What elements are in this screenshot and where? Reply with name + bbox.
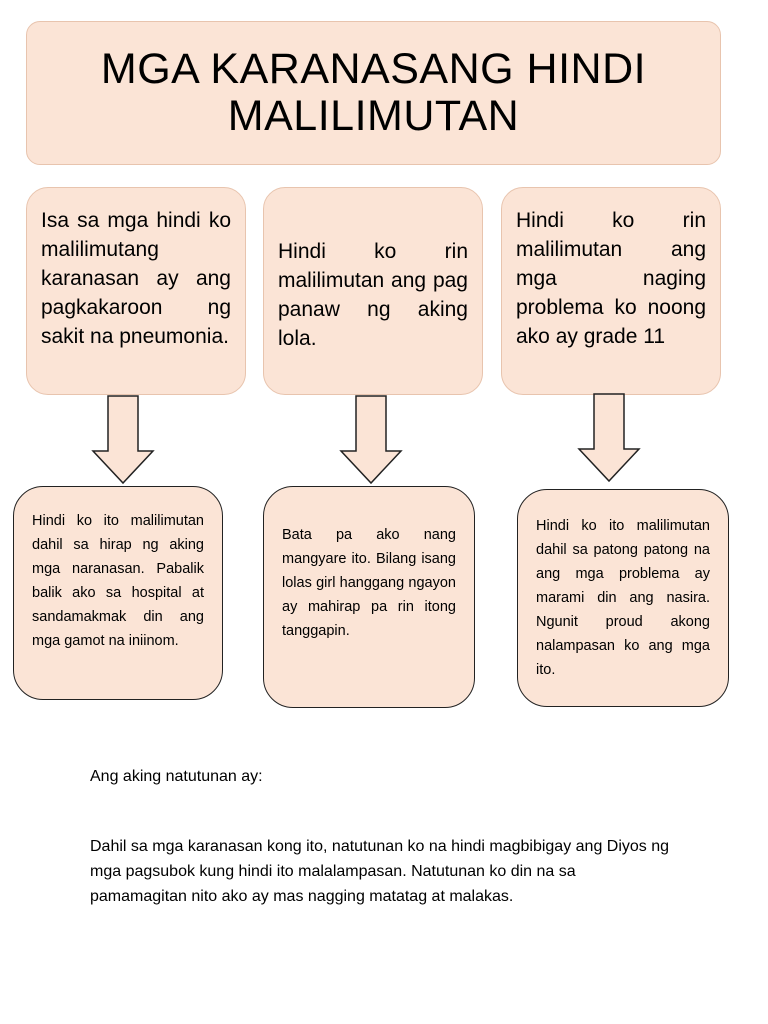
reason-box-2 [263,486,475,708]
reason-text-2: Bata pa ako nang mangyare ito. Bilang isang lolas girl hanggang ngayon ay mahirap pa rin itong tanggapin. [282,527,456,639]
learning-text: Dahil sa mga karanasan kong ito, natutunan ko na hindi magbibigay ang Diyos ng mga pagsubok kung hindi ito malalampasan. Natutunan ko din na sa pamamagitan nito ako ay mas nagging matatag at malakas. [90,838,670,905]
experience-box-3 [501,187,721,395]
diagram-title: MGA KARANASANG HINDI MALILIMUTAN [100,45,647,140]
reason-text-1: Hindi ko ito malilimutan dahil sa hirap ng aking mga naranasan. Pabalik balik ako sa hospital at sandamakmak din ang mga gamot na iniinom. [32,513,204,649]
down-arrow-icon [91,395,155,485]
title-box [26,21,721,165]
reason-box-1 [13,486,223,700]
experience-box-1 [26,187,246,395]
learning-label: Ang aking natutunan ay: [90,768,263,785]
experience-text-1: Isa sa mga hindi ko malilimutang karanasan ay ang pagkakaroon ng sakit na pneumonia. [41,209,231,348]
reason-box-3 [517,489,729,707]
down-arrow-icon [339,395,403,485]
experience-text-2: Hindi ko rin malilimutan ang pag panaw ng aking lola. [278,240,468,350]
down-arrow-icon [577,393,641,483]
experience-text-3: Hindi ko rin malilimutan ang mga naging problema ko noong ako ay grade 11 [516,209,706,348]
reason-text-3: Hindi ko ito malilimutan dahil sa patong patong na ang mga problema ay marami din ang nasira. Ngunit proud akong nalampasan ko ang mga ito. [536,518,710,678]
experience-box-2 [263,187,483,395]
